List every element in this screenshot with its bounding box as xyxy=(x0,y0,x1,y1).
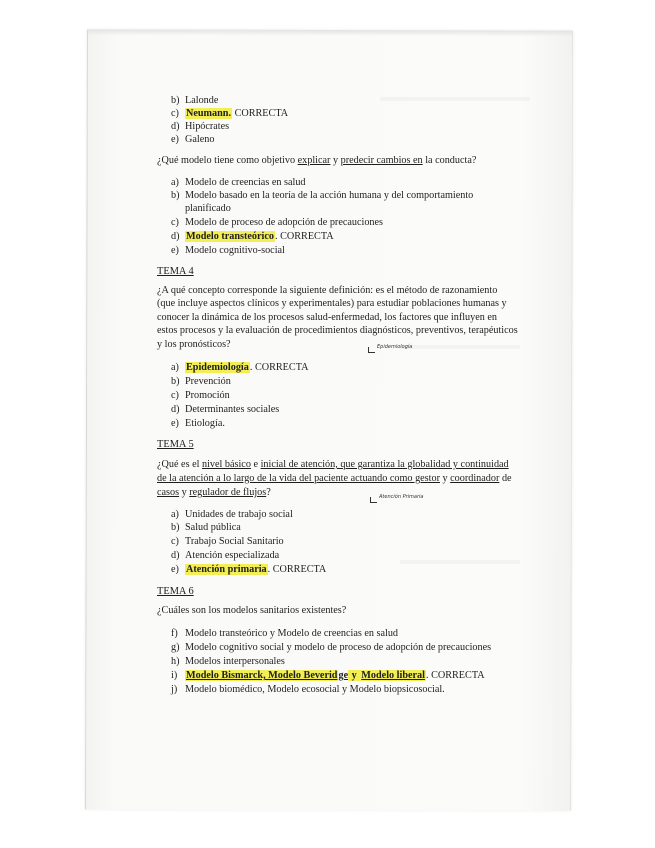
tema4-option-c: c) Promoción xyxy=(171,390,230,401)
tema5-question-line1: ¿Qué es el nivel básico e inicial de atención, que garantiza la globalidad y continuidad xyxy=(157,459,509,470)
tema6-option-h: h) Modelos interpersonales xyxy=(171,656,285,667)
option-e-galeno: e) Galeno xyxy=(171,134,215,145)
handwritten-note-epidemiologia: Epidemiología xyxy=(368,341,412,353)
bleed-through xyxy=(400,560,520,564)
q1-option-b-cont: planificado xyxy=(185,203,231,214)
tema6-option-g: g) Modelo cognitivo social y modelo de proceso de adopción de precauciones xyxy=(171,642,492,653)
q1-option-e: e) Modelo cognitivo-social xyxy=(171,245,285,256)
bleed-through xyxy=(380,97,530,101)
tema6-question: ¿Cuáles son los modelos sanitarios existentes? xyxy=(157,605,347,616)
tema6-option-j: j) Modelo biomédico, Modelo ecosocial y Modelo biopsicosocial. xyxy=(171,684,445,695)
tema4-question-line1: ¿A qué concepto corresponde la siguiente definición: es el método de razonamiento xyxy=(157,285,498,296)
tema5-option-d: d) Atención especializada xyxy=(171,550,280,561)
bleed-through xyxy=(400,345,520,349)
tema6-option-f: f) Modelo transteórico y Modelo de creencias en salud xyxy=(171,628,399,639)
tema4-option-e: e) Etiología. xyxy=(171,418,225,429)
tema4-option-b: b) Prevención xyxy=(171,376,231,387)
tema5-option-c: c) Trabajo Social Sanitario xyxy=(171,536,284,547)
tema5-question-line3: casos y regulador de flujos? xyxy=(157,487,271,498)
q1-option-b: b) Modelo basado en la teoría de la acción humana y del comportamiento xyxy=(171,190,474,201)
tema5-option-e-correct: e) Atención primaria. CORRECTA xyxy=(171,564,327,575)
option-c-neumann: c) Neumann. CORRECTA xyxy=(171,108,289,119)
tema4-question-line4: estos procesos y la evaluación de procedimientos diagnósticos, preventivos, terapéuticos xyxy=(157,325,518,336)
option-b-lalonde: b) Lalonde xyxy=(171,95,219,106)
tema5-option-b: b) Salud pública xyxy=(171,522,241,533)
handwritten-note-atencion-primaria: Atención Primaria xyxy=(370,491,424,503)
q1-option-d-correct: d) Modelo transteórico. CORRECTA xyxy=(171,231,334,242)
tema4-question-line5: y los pronósticos? xyxy=(157,339,231,350)
heading-tema-5: TEMA 5 xyxy=(157,439,194,450)
q1-option-c: c) Modelo de proceso de adopción de precauciones xyxy=(171,217,384,228)
tema4-question-line3: conocer la dinámica de los procesos salud-enfermedad, los factores que influyen en xyxy=(157,312,498,323)
tema4-question-line2: (que incluye aspectos clínicos y experimentales) para estudiar poblaciones humanas y xyxy=(157,298,507,309)
tema4-option-d: d) Determinantes sociales xyxy=(171,404,280,415)
heading-tema-6: TEMA 6 xyxy=(157,586,194,597)
tema6-option-i-correct: i) Modelo Bismarck, Modelo Beveridge y Modelo liberal. CORRECTA xyxy=(171,670,485,681)
question-modelo-conducta: ¿Qué modelo tiene como objetivo explicar y predecir cambios en la conducta? xyxy=(157,155,477,166)
q1-option-a: a) Modelo de creencias en salud xyxy=(171,177,306,188)
option-d-hipocrates: d) Hipócrates xyxy=(171,121,230,132)
tema5-option-a: a) Unidades de trabajo social xyxy=(171,509,293,520)
tema4-option-a-correct: a) Epidemiología. CORRECTA xyxy=(171,362,309,373)
tema5-question-line2: de la atención a lo largo de la vida del paciente actuando como gestor y coordinador de xyxy=(157,473,512,484)
heading-tema-4: TEMA 4 xyxy=(157,266,194,277)
